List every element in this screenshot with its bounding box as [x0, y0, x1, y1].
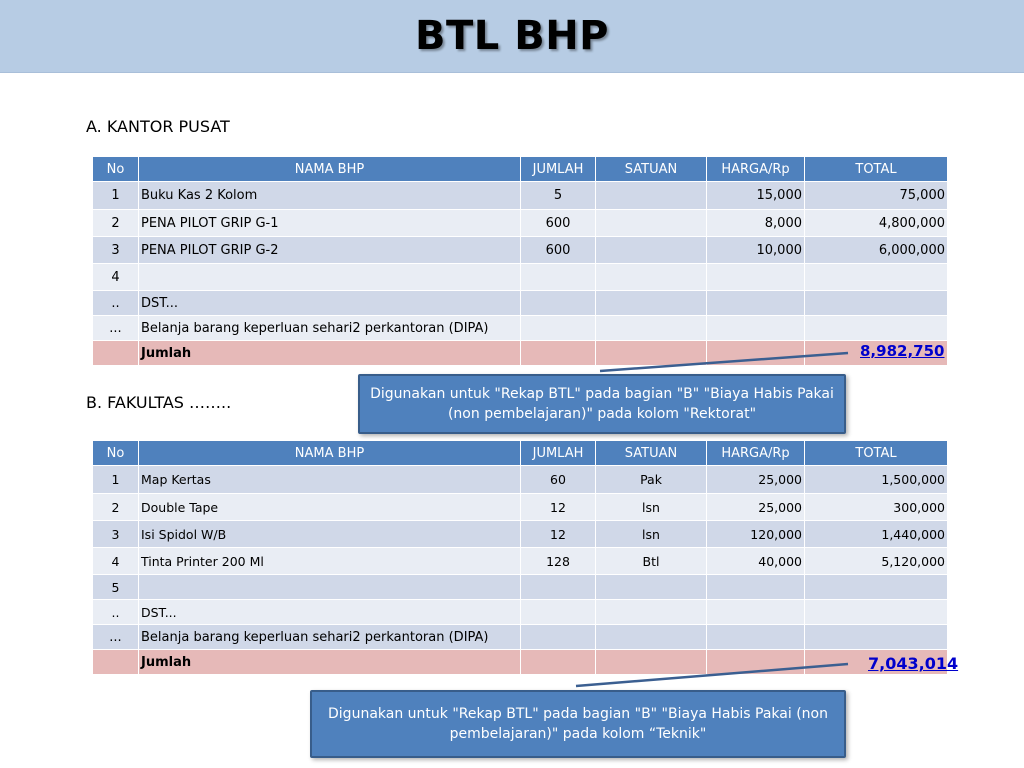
- cell-nama: Belanja barang keperluan sehari2 perkantoran (DIPA): [139, 625, 521, 650]
- cell-jumlah: [521, 600, 596, 625]
- table-row: [93, 575, 948, 600]
- cell-total: [805, 625, 948, 650]
- cell-total: [805, 316, 948, 341]
- cell-no: 5: [93, 575, 139, 600]
- cell-jumlah: 60: [521, 466, 596, 494]
- cell-harga: [707, 341, 805, 366]
- cell-harga: 25,000: [707, 466, 805, 494]
- cell-total: [805, 264, 948, 291]
- cell-satuan: [596, 237, 707, 264]
- cell-harga: 8,000: [707, 210, 805, 237]
- column-header-total: TOTAL: [805, 157, 948, 182]
- total-row: [93, 650, 948, 675]
- column-header-no: No: [93, 157, 139, 182]
- table-row: [93, 466, 948, 494]
- column-header-nama: NAMA BHP: [139, 157, 521, 182]
- cell-no: 1: [93, 466, 139, 494]
- cell-satuan: Btl: [596, 548, 707, 575]
- cell-nama: PENA PILOT GRIP G-1: [139, 210, 521, 237]
- cell-total: 75,000: [805, 182, 948, 210]
- page-title: BTL BHP: [415, 13, 609, 59]
- cell-total: 1,500,000: [805, 466, 948, 494]
- cell-satuan: [596, 316, 707, 341]
- cell-no: ..: [93, 600, 139, 625]
- cell-no: 2: [93, 210, 139, 237]
- table-row: [93, 316, 948, 341]
- section-heading-kantor-pusat: A. KANTOR PUSAT: [86, 117, 230, 136]
- cell-nama: Double Tape: [139, 494, 521, 521]
- table-row: [93, 625, 948, 650]
- cell-no: ...: [93, 316, 139, 341]
- table-header-row: [93, 441, 948, 466]
- section-heading-fakultas: B. FAKULTAS ……..: [86, 393, 232, 412]
- column-header-nama: NAMA BHP: [139, 441, 521, 466]
- cell-nama: DST...: [139, 291, 521, 316]
- cell-nama: Isi Spidol W/B: [139, 521, 521, 548]
- cell-nama: [139, 575, 521, 600]
- cell-harga: [707, 291, 805, 316]
- cell-satuan: [596, 182, 707, 210]
- cell-nama: DST...: [139, 600, 521, 625]
- cell-harga: [707, 264, 805, 291]
- cell-satuan: [596, 625, 707, 650]
- cell-total: [805, 291, 948, 316]
- cell-harga: 15,000: [707, 182, 805, 210]
- cell-satuan: [596, 210, 707, 237]
- table-row: [93, 264, 948, 291]
- cell-harga: [707, 650, 805, 675]
- column-header-harga: HARGA/Rp: [707, 441, 805, 466]
- cell-nama: [139, 264, 521, 291]
- cell-satuan: lsn: [596, 521, 707, 548]
- cell-jumlah: [521, 291, 596, 316]
- column-header-satuan: SATUAN: [596, 157, 707, 182]
- cell-satuan: [596, 575, 707, 600]
- column-header-jumlah: JUMLAH: [521, 441, 596, 466]
- grand-total-fakultas: 7,043,014: [868, 654, 959, 673]
- table-row: [93, 494, 948, 521]
- table-kantor-pusat: [92, 156, 948, 366]
- note-rekap-rektorat: Digunakan untuk "Rekap BTL" pada bagian "B" "Biaya Habis Pakai (non pembelajaran)" pada kolom "Rektorat": [358, 374, 846, 434]
- table-header-row: [93, 157, 948, 182]
- cell-harga: 40,000: [707, 548, 805, 575]
- cell-harga: [707, 600, 805, 625]
- cell-jumlah: [521, 264, 596, 291]
- cell-total: [805, 575, 948, 600]
- cell-harga: [707, 625, 805, 650]
- cell-no: 2: [93, 494, 139, 521]
- cell-satuan: [596, 650, 707, 675]
- table-row: [93, 182, 948, 210]
- cell-jumlah: 600: [521, 210, 596, 237]
- cell-nama: PENA PILOT GRIP G-2: [139, 237, 521, 264]
- cell-total: [805, 600, 948, 625]
- note-rekap-teknik: Digunakan untuk "Rekap BTL" pada bagian "B" "Biaya Habis Pakai (non pembelajaran)" pada kolom “Teknik": [310, 690, 846, 758]
- table-row: [93, 521, 948, 548]
- table-row: [93, 600, 948, 625]
- cell-harga: 25,000: [707, 494, 805, 521]
- cell-no: 1: [93, 182, 139, 210]
- grand-total-kantor-pusat: 8,982,750: [860, 342, 945, 360]
- column-header-harga: HARGA/Rp: [707, 157, 805, 182]
- cell-nama: Belanja barang keperluan sehari2 perkantoran (DIPA): [139, 316, 521, 341]
- cell-no: 4: [93, 264, 139, 291]
- cell-jumlah: 128: [521, 548, 596, 575]
- cell-jumlah: [521, 341, 596, 366]
- cell-jumlah: [521, 316, 596, 341]
- column-header-no: No: [93, 441, 139, 466]
- cell-satuan: [596, 341, 707, 366]
- cell-no: ..: [93, 291, 139, 316]
- cell-no: [93, 650, 139, 675]
- cell-total: 6,000,000: [805, 237, 948, 264]
- cell-harga: [707, 575, 805, 600]
- cell-satuan: [596, 291, 707, 316]
- cell-jumlah: [521, 575, 596, 600]
- cell-satuan: [596, 600, 707, 625]
- cell-jumlah: 12: [521, 521, 596, 548]
- table-row: [93, 210, 948, 237]
- cell-jumlah: [521, 625, 596, 650]
- cell-no: [93, 341, 139, 366]
- cell-no: 3: [93, 237, 139, 264]
- table-row: [93, 548, 948, 575]
- cell-total: 4,800,000: [805, 210, 948, 237]
- cell-nama: Buku Kas 2 Kolom: [139, 182, 521, 210]
- cell-jumlah: [521, 650, 596, 675]
- cell-total: 1,440,000: [805, 521, 948, 548]
- cell-no: ...: [93, 625, 139, 650]
- cell-harga: 120,000: [707, 521, 805, 548]
- column-header-satuan: SATUAN: [596, 441, 707, 466]
- cell-harga: [707, 316, 805, 341]
- total-label: Jumlah: [139, 341, 521, 366]
- cell-nama: Map Kertas: [139, 466, 521, 494]
- title-bar: [0, 0, 1024, 73]
- column-header-total: TOTAL: [805, 441, 948, 466]
- column-header-jumlah: JUMLAH: [521, 157, 596, 182]
- cell-harga: 10,000: [707, 237, 805, 264]
- cell-satuan: Pak: [596, 466, 707, 494]
- cell-total: 300,000: [805, 494, 948, 521]
- cell-satuan: lsn: [596, 494, 707, 521]
- cell-nama: Tinta Printer 200 Ml: [139, 548, 521, 575]
- total-label: Jumlah: [139, 650, 521, 675]
- cell-no: 3: [93, 521, 139, 548]
- cell-jumlah: 12: [521, 494, 596, 521]
- total-row: [93, 341, 948, 366]
- table-fakultas: [92, 440, 948, 675]
- cell-jumlah: 600: [521, 237, 596, 264]
- table-row: [93, 291, 948, 316]
- cell-satuan: [596, 264, 707, 291]
- cell-jumlah: 5: [521, 182, 596, 210]
- cell-total: 5,120,000: [805, 548, 948, 575]
- table-row: [93, 237, 948, 264]
- cell-no: 4: [93, 548, 139, 575]
